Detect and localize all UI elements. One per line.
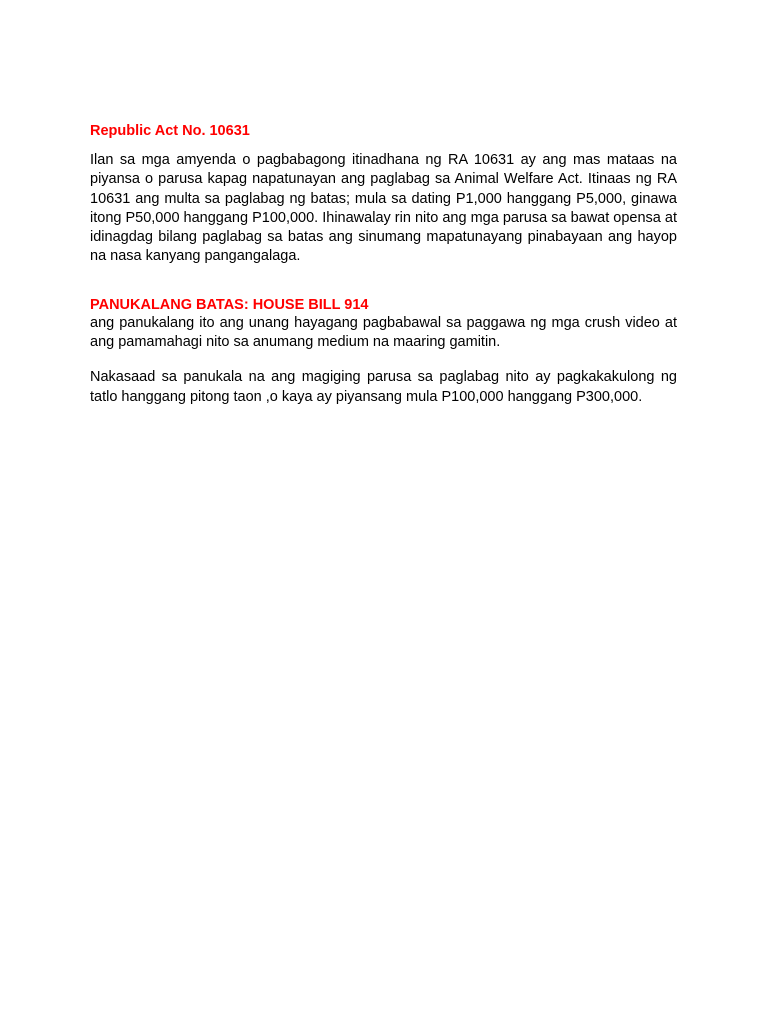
paragraph-house-bill-intro: ang panukalang ito ang unang hayagang pagbabawal sa paggawa ng mga crush video at ang pamamahagi nito sa anumang medium na maaring gamitin. (90, 314, 677, 351)
section-heading-republic-act: Republic Act No. 10631 (90, 123, 250, 139)
section-heading-house-bill: PANUKALANG BATAS: HOUSE BILL 914 (90, 296, 369, 313)
paragraph-house-bill-penalty: Nakasaad sa panukala na ang magiging parusa sa paglabag nito ay pagkakakulong ng tatlo hanggang pitong taon ,o kaya ay piyansang mula P100,000 hanggang P300,000. (90, 369, 677, 405)
paragraph-republic-act: Ilan sa mga amyenda o pagbabagong itinadhana ng RA 10631 ay ang mas mataas na piyansa o parusa kapag napatunayan ang paglabag sa Animal Welfare Act. Itinaas ng RA 10631 ang multa sa paglabag ng batas; mula sa dating P1,000 hanggang P5,000, ginawa itong P50,000 hanggang P100,000. Ihinawalay rin nito ang mga parusa sa bawat opensa at idinagdag bilang paglabag sa batas ang sinumang mapatunayang pinabayaan ang hayop na nasa kanyang pangangalaga. (90, 152, 677, 265)
document-content (90, 122, 677, 407)
